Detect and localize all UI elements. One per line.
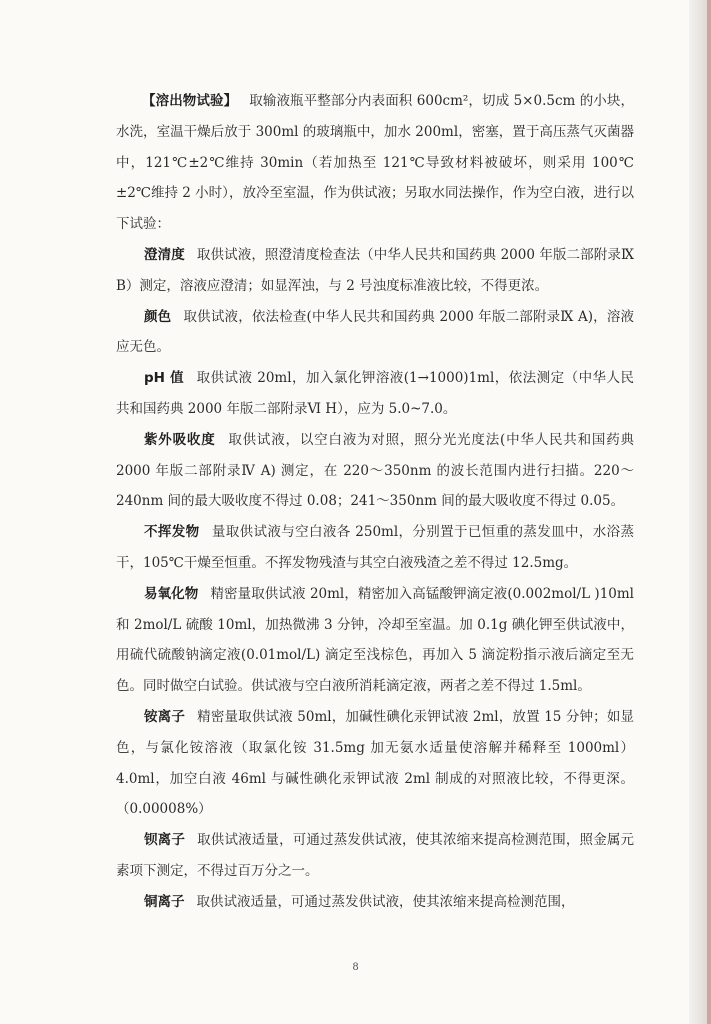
item-title: 铵离子 [144, 708, 185, 725]
item-title: pH 值 [144, 370, 185, 387]
item-title: 铜离子 [144, 893, 185, 910]
item-text: 取供试液适量，可通过蒸发供试液，使其浓缩来提高检测范围，照金属元素项下测定，不得过百万分之一。 [116, 832, 635, 879]
item-text: 取供试液，照澄清度检查法（中华人民共和国药典 2000 年版二部附录Ⅸ B）测定，溶液应澄清；如显浑浊，与 2 号浊度标准液比较，不得更浓。 [116, 246, 634, 294]
page-edge-stripe [707, 0, 711, 1024]
item-text: 取供试液，以空白液为对照，照分光光度法(中华人民共和国药典 2000 年版二部附录Ⅳ A) 测定，在 220～350nm 的波长范围内进行扫描。220～240nm 间的最大吸收度不得过 0.08；241～350nm 间的最大吸收度不得过 0.05。 [116, 431, 634, 510]
item-text: 取供试液适量，可通过蒸发供试液，使其浓缩来提高检测范围， [196, 893, 575, 910]
item-title: 澄清度 [144, 246, 185, 263]
item-text: 取供试液 20ml，加入氯化钾溶液(1→1000)1ml，依法测定（中华人民共和国药典 2000 年版二部附录Ⅵ H），应为 5.0~7.0。 [116, 370, 634, 417]
item-ph [116, 363, 634, 425]
item-uv-absorbance [116, 425, 634, 517]
item-text: 取供试液，依法检查(中华人民共和国药典 2000 年版二部附录Ⅸ A)，溶液应无色。 [116, 308, 634, 356]
intro-text: 取输液瓶平整部分内表面积 600cm²，切成 5×0.5cm 的小块，水洗，室温干燥后放于 300ml 的玻璃瓶中，加水 200ml，密塞，置于高压蒸气灭菌器中，121℃±2℃维持 30min（若加热至 121℃导致材料被破坏，则采用 100℃±2℃维持 2 小时），放冷至室温，作为供试液；另取水同法操作，作为空白液，进行以下试验： [116, 93, 634, 233]
page-number: 8 [352, 962, 359, 973]
item-nonvolatile [116, 517, 634, 579]
intro-paragraph [116, 86, 634, 240]
item-color [116, 302, 634, 364]
body-text [116, 86, 634, 918]
item-text: 精密量取供试液 20ml，精密加入高锰酸钾滴定液(0.002mol/L )10ml 和 2mol/L 硫酸 10ml，加热微沸 3 分钟，冷却至室温。加 0.1g 碘化钾至供试液中，用硫代硫酸钠滴定液(0.01mol/L) 滴定至浅棕色，再加入 5 滴淀粉指示液后滴定至无色。同时做空白试验。供试液与空白液所消耗滴定液，两者之差不得过 1.5ml。 [116, 585, 634, 695]
item-copper [116, 887, 634, 918]
item-title: 紫外吸收度 [144, 431, 216, 448]
item-oxidizable [116, 579, 634, 702]
item-clarity [116, 240, 634, 302]
item-title: 颜色 [144, 308, 172, 325]
item-title: 钡离子 [144, 832, 185, 849]
item-title: 不挥发物 [144, 524, 200, 541]
item-text: 量取供试液与空白液各 250ml，分别置于已恒重的蒸发皿中，水浴蒸干，105℃干燥至恒重。不挥发物残渣与其空白液残渣之差不得过 12.5mg。 [116, 524, 634, 571]
item-ammonium [116, 702, 634, 825]
section-heading: 【溶出物试验】 [142, 93, 238, 109]
item-barium [116, 825, 634, 887]
item-text: 精密量取供试液 50ml，加碱性碘化汞钾试液 2ml，放置 15 分钟；如显色，与氯化铵溶液（取氯化铵 31.5mg 加无氨水适量使溶解并稀释至 1000ml）4.0ml，加空白液 46ml 与碱性碘化汞钾试液 2ml 制成的对照液比较，不得更深。（0.00008%） [116, 708, 634, 818]
item-title: 易氧化物 [144, 585, 199, 602]
